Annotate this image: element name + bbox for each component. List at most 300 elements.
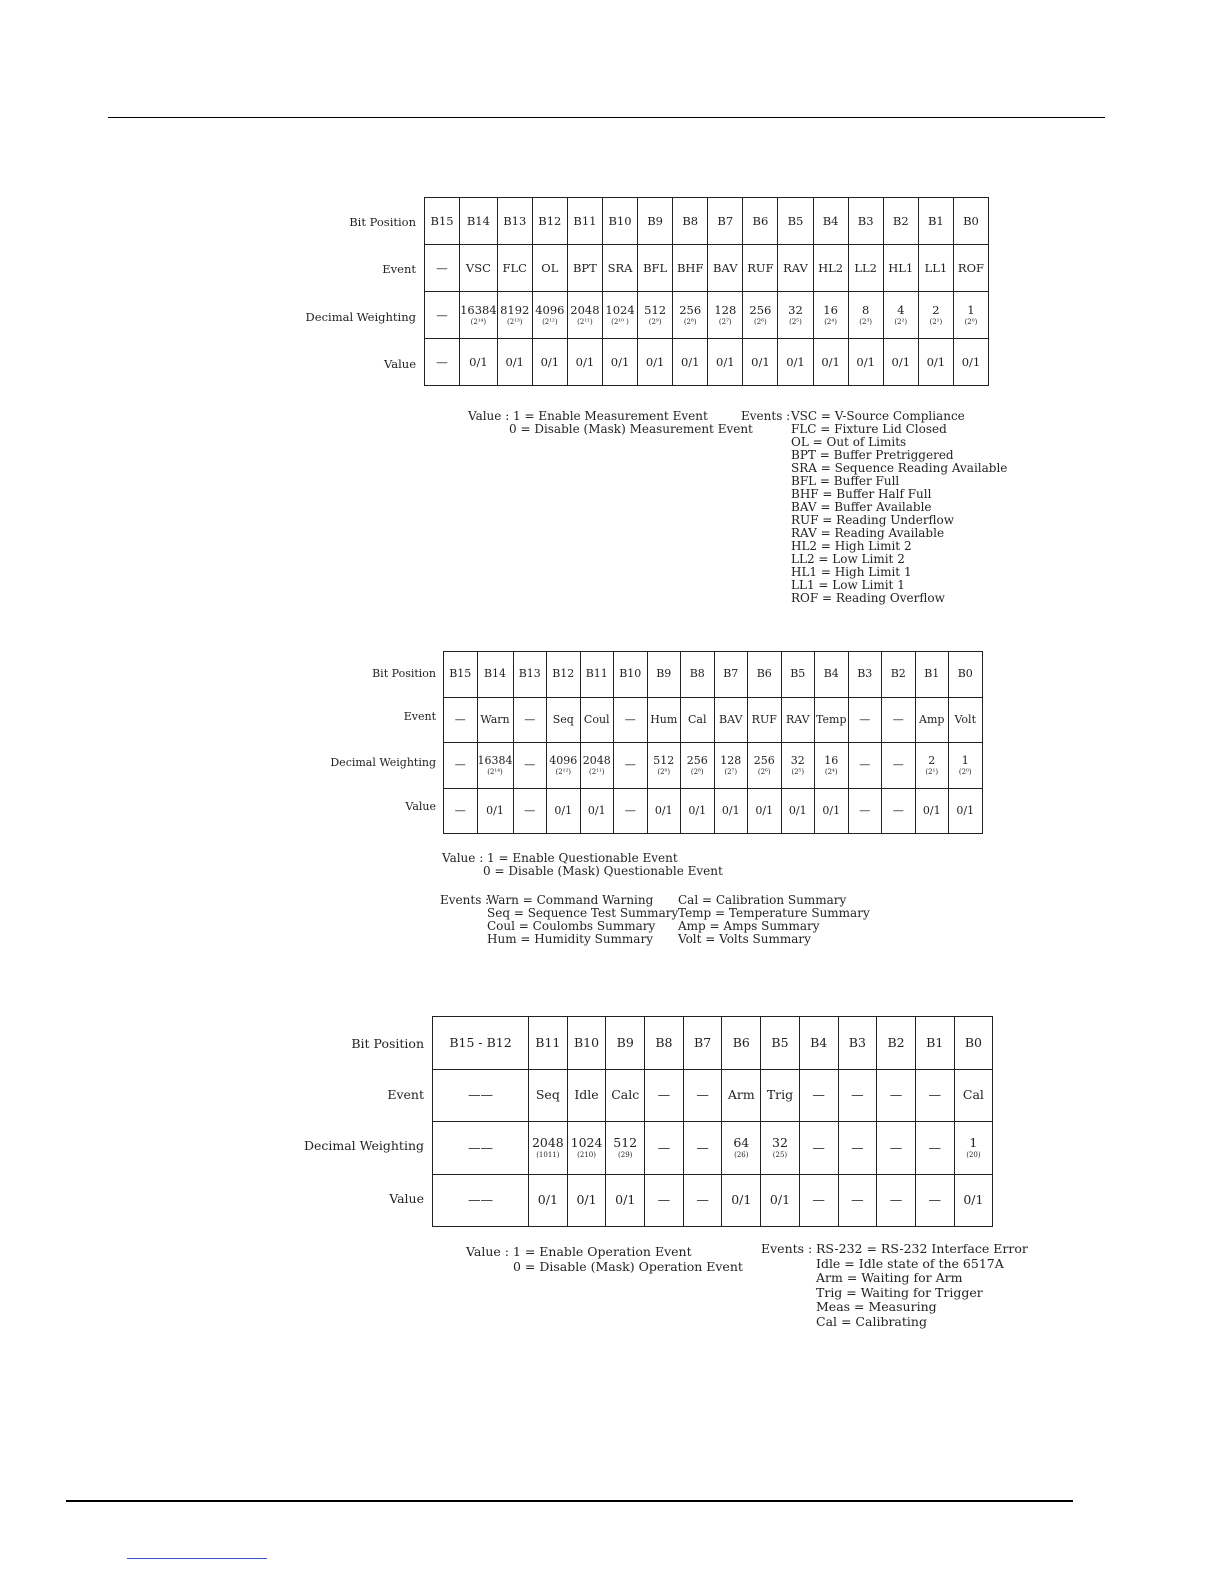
- reg3-value-cell: —: [915, 1174, 954, 1227]
- reg2-bit-cell: B15: [444, 652, 478, 698]
- reg3-bit-cell: B4: [799, 1017, 838, 1070]
- reg1-weight-cell: [813, 292, 848, 339]
- reg3-weight-exponent: (1011): [536, 1150, 560, 1159]
- reg1-bit-cell: B5: [778, 198, 813, 245]
- reg1-weight-exponent: (2¹⁰ ): [611, 317, 629, 326]
- reg3-weight-value: —: [696, 1139, 709, 1155]
- reg2-weight-value: 16384: [477, 753, 513, 767]
- reg1-value-cell: 0/1: [883, 339, 918, 386]
- reg1-value-cell: —: [425, 339, 460, 386]
- reg1-event-definition: RUF = Reading Underflow: [791, 513, 955, 527]
- reg1-event-cell: VSC: [460, 245, 498, 292]
- reg1-bit-cell: B14: [460, 198, 498, 245]
- reg2-value-cell: 0/1: [477, 788, 513, 834]
- reg1-event-cell: —: [425, 245, 460, 292]
- reg1-label-value: Value: [384, 357, 416, 371]
- reg2-weight-value: 512: [653, 753, 675, 767]
- reg2-value-cell: 0/1: [781, 788, 815, 834]
- reg3-weight-cell: [877, 1122, 916, 1175]
- reg2-label-decimal-weighting: Decimal Weighting: [330, 756, 436, 769]
- reg1-value-cell: 0/1: [602, 339, 637, 386]
- reg2-weight-exponent: (2¹¹): [588, 767, 605, 776]
- reg1-weight-value: 32: [788, 302, 803, 317]
- reg1-event-cell: HL2: [813, 245, 848, 292]
- reg2-weight-exponent: (2⁴): [824, 767, 838, 776]
- reg2-value-cell: 0/1: [915, 788, 949, 834]
- reg3-value-legend-line: Value : 1 = Enable Operation Event: [466, 1244, 692, 1259]
- reg2-bit-cell: B12: [547, 652, 581, 698]
- reg3-weight-cell: [683, 1122, 722, 1175]
- reg1-weight-value: 128: [714, 302, 737, 317]
- reg2-weight-exponent: (2⁰): [958, 767, 972, 776]
- reg2-weight-value: 128: [720, 753, 742, 767]
- reg2-weight-value: —: [454, 758, 466, 772]
- reg2-weight-cell: [513, 743, 547, 789]
- reg1-weight-cell: [778, 292, 813, 339]
- reg3-value-cell: 0/1: [567, 1174, 606, 1227]
- reg2-event-cell: BAV: [714, 697, 748, 743]
- reg2-bit-cell: B4: [815, 652, 849, 698]
- reg3-bit-cell: B15 - B12: [433, 1017, 529, 1070]
- reg2-weight-exponent: (2⁷): [724, 767, 738, 776]
- reg1-value-cell: 0/1: [460, 339, 498, 386]
- reg2-event-cell: Hum: [647, 697, 681, 743]
- reg1-weight-cell: [673, 292, 708, 339]
- reg3-weight-value: —: [851, 1139, 864, 1155]
- reg2-label-event: Event: [403, 710, 436, 723]
- reg1-event-cell: ROF: [953, 245, 988, 292]
- reg2-bit-cell: B8: [681, 652, 715, 698]
- reg1-event-definition: VSC = V-Source Compliance: [791, 409, 965, 423]
- reg3-label-event: Event: [387, 1087, 424, 1102]
- reg2-values-row: [444, 788, 983, 834]
- reg1-event-cell: FLC: [497, 245, 532, 292]
- reg3-event-cell: Seq: [529, 1069, 568, 1122]
- reg2-event-definition: Seq = Sequence Test Summary: [487, 906, 679, 920]
- reg3-bit-cell: B2: [877, 1017, 916, 1070]
- reg2-weight-value: 1: [961, 753, 969, 767]
- reg2-event-cell: Amp: [915, 697, 949, 743]
- reg3-event-cell: —: [915, 1069, 954, 1122]
- reg3-weight-value: —: [812, 1139, 825, 1155]
- reg2-weight-exponent: (2⁹): [657, 767, 671, 776]
- reg1-bit-cell: B8: [673, 198, 708, 245]
- reg1-bit-cell: B3: [848, 198, 883, 245]
- reg2-events-prefix: Events :: [440, 893, 490, 907]
- reg1-event-definition: RAV = Reading Available: [791, 526, 945, 540]
- reg2-value-legend: [442, 852, 723, 878]
- reg3-value-cell: —: [877, 1174, 916, 1227]
- reg3-bit-cell: B10: [567, 1017, 606, 1070]
- reg1-weight-value: 4096: [535, 302, 565, 317]
- reg2-weight-cell: [580, 743, 614, 789]
- reg1-value-legend-line: 0 = Disable (Mask) Measurement Event: [509, 422, 753, 436]
- reg3-event-definition: Meas = Measuring: [816, 1299, 937, 1314]
- reg1-event-definition: FLC = Fixture Lid Closed: [791, 422, 947, 436]
- reg1-weight-exponent: (2⁵): [789, 317, 802, 326]
- reg1-weight-exponent: (2⁰): [964, 317, 978, 326]
- reg3-weight-exponent: (25): [772, 1150, 788, 1159]
- reg2-weight-value: —: [859, 758, 871, 772]
- reg3-weight-exponent: (29): [618, 1150, 633, 1159]
- reg1-weight-exponent: (2⁷): [718, 317, 732, 326]
- reg2-bit-cell: B3: [848, 652, 882, 698]
- reg2-weight-exponent: (2⁸): [690, 767, 704, 776]
- reg2-weights-row: [444, 743, 983, 789]
- reg3-event-cell: Calc: [606, 1069, 645, 1122]
- reg1-weight-cell: [883, 292, 918, 339]
- reg3-event-cell: —: [683, 1069, 722, 1122]
- reg3-weight-value: 64: [733, 1135, 750, 1151]
- reg3-weight-cell: [915, 1122, 954, 1175]
- reg1-weight-cell: [532, 292, 567, 339]
- reg3-value-cell: ——: [433, 1174, 529, 1227]
- reg1-event-definition: LL2 = Low Limit 2: [791, 552, 905, 566]
- reg1-event-cell: BHF: [673, 245, 708, 292]
- reg3-weight-cell: [722, 1122, 761, 1175]
- reg2-weight-cell: [882, 743, 916, 789]
- reg1-weight-exponent: (2¹¹): [577, 317, 593, 326]
- reg1-weight-value: 256: [679, 302, 702, 317]
- reg2-event-cell: —: [444, 697, 478, 743]
- reg3-values-row: [433, 1174, 993, 1227]
- reg1-event-cell: RAV: [778, 245, 813, 292]
- reg3-weight-cell: [606, 1122, 645, 1175]
- reg1-bits-row: [425, 198, 989, 245]
- reg2-event-cell: Warn: [477, 697, 513, 743]
- reg2-value-cell: 0/1: [547, 788, 581, 834]
- reg1-weight-cell: [497, 292, 532, 339]
- reg1-event-cell: RUF: [743, 245, 778, 292]
- reg3-bit-cell: B11: [529, 1017, 568, 1070]
- reg3-weight-value: 32: [772, 1135, 788, 1151]
- reg2-weight-cell: [714, 743, 748, 789]
- reg3-label-value: Value: [389, 1191, 424, 1206]
- reg2-bits-row: [444, 652, 983, 698]
- reg2-weight-cell: [781, 743, 815, 789]
- reg2-events-row: [444, 697, 983, 743]
- reg1-event-definition: HL2 = High Limit 2: [791, 539, 912, 553]
- reg2-label-bit-position: Bit Position: [372, 667, 436, 680]
- reg1-weight-exponent: (2³): [859, 317, 873, 326]
- reg3-bit-cell: B6: [722, 1017, 761, 1070]
- reg2-bit-cell: B6: [748, 652, 782, 698]
- reg1-weight-value: 512: [644, 302, 667, 317]
- reg2-bit-cell: B5: [781, 652, 815, 698]
- reg1-weight-value: 4: [897, 302, 905, 317]
- reg2-weight-value: 32: [790, 753, 805, 767]
- reg1-bit-cell: B13: [497, 198, 532, 245]
- reg1-value-cell: 0/1: [567, 339, 602, 386]
- reg1-event-definition: SRA = Sequence Reading Available: [791, 461, 1008, 475]
- reg2-weight-exponent: (2⁵): [791, 767, 805, 776]
- reg2-weight-value: 16: [824, 753, 839, 767]
- reg2-value-cell: —: [444, 788, 478, 834]
- reg3-value-cell: —: [838, 1174, 877, 1227]
- reg2-event-definition: Warn = Command Warning: [487, 893, 654, 907]
- reg1-event-cell: BFL: [638, 245, 673, 292]
- reg2-weight-value: 2: [928, 753, 936, 767]
- reg1-bit-cell: B12: [532, 198, 567, 245]
- reg3-bit-cell: B7: [683, 1017, 722, 1070]
- reg2-event-definition: Amp = Amps Summary: [678, 919, 820, 933]
- reg2-weight-value: 4096: [549, 753, 578, 767]
- reg2-value-cell: 0/1: [647, 788, 681, 834]
- reg2-event-definition: Temp = Temperature Summary: [678, 906, 870, 920]
- reg3-weight-cell: [567, 1122, 606, 1175]
- reg1-bit-cell: B15: [425, 198, 460, 245]
- reg3-weight-cell: [838, 1122, 877, 1175]
- reg2-bit-cell: B14: [477, 652, 513, 698]
- reg1-event-definition: LL1 = Low Limit 1: [791, 578, 905, 592]
- reg3-bit-cell: B9: [606, 1017, 645, 1070]
- reg1-event-cell: HL1: [883, 245, 918, 292]
- reg3-event-definition: RS-232 = RS-232 Interface Error: [816, 1241, 1028, 1256]
- reg1-event-cell: SRA: [602, 245, 637, 292]
- reg3-weight-cell: [799, 1122, 838, 1175]
- reg3-weight-value: ——: [468, 1139, 493, 1155]
- reg1-weight-exponent: (2¹³): [506, 317, 523, 326]
- operation-event-register-table: [432, 1016, 993, 1227]
- reg3-weight-value: 2048: [531, 1135, 564, 1151]
- reg1-weight-value: 16: [823, 302, 838, 317]
- reg1-weight-exponent: (2⁹): [648, 317, 662, 326]
- reg1-event-definition: BPT = Buffer Pretriggered: [791, 448, 954, 462]
- reg1-weight-cell: [953, 292, 988, 339]
- reg2-event-definition: Coul = Coulombs Summary: [487, 919, 656, 933]
- reg3-bit-cell: B1: [915, 1017, 954, 1070]
- reg1-weight-exponent: (2¹²): [542, 317, 558, 326]
- reg1-event-definition: ROF = Reading Overflow: [791, 591, 945, 605]
- reg3-event-cell: Arm: [722, 1069, 761, 1122]
- reg1-weight-value: —: [436, 307, 448, 322]
- reg2-event-definition: Volt = Volts Summary: [678, 932, 811, 946]
- reg1-weight-cell: [708, 292, 743, 339]
- reg2-bit-cell: B2: [882, 652, 916, 698]
- reg1-value-cell: 0/1: [743, 339, 778, 386]
- reg1-event-cell: BPT: [567, 245, 602, 292]
- reg1-weight-value: 8192: [500, 302, 530, 317]
- reg3-event-definition: Arm = Waiting for Arm: [816, 1270, 963, 1285]
- reg3-weight-value: —: [928, 1139, 941, 1155]
- reg1-event-cell: LL2: [848, 245, 883, 292]
- reg3-value-cell: 0/1: [954, 1174, 993, 1227]
- reg1-weight-cell: [743, 292, 778, 339]
- reg3-weight-cell: [761, 1122, 800, 1175]
- reg1-event-definition: BFL = Buffer Full: [791, 474, 900, 488]
- reg1-weight-value: 1: [967, 302, 975, 317]
- reg2-events-legend-col2: [678, 894, 870, 946]
- reg2-value-cell: —: [848, 788, 882, 834]
- reg3-events-legend: [816, 1242, 1028, 1329]
- reg2-events-legend-col1: [487, 894, 678, 946]
- reg3-bit-cell: B0: [954, 1017, 993, 1070]
- reg1-value-cell: 0/1: [778, 339, 813, 386]
- reg2-weight-value: 2048: [582, 753, 611, 767]
- reg1-bit-cell: B1: [918, 198, 953, 245]
- reg1-value-cell: 0/1: [813, 339, 848, 386]
- reg2-event-cell: —: [848, 697, 882, 743]
- footer-rule: [66, 1500, 1073, 1502]
- reg2-value-legend-line: Value : 1 = Enable Questionable Event: [442, 851, 678, 865]
- reg1-events-row: [425, 245, 989, 292]
- reg1-event-cell: BAV: [708, 245, 743, 292]
- reg2-value-cell: 0/1: [714, 788, 748, 834]
- reg3-event-cell: —: [645, 1069, 684, 1122]
- reg1-weight-value: 16384: [460, 302, 497, 317]
- reg3-weight-value: 512: [613, 1135, 638, 1151]
- reg3-event-definition: Idle = Idle state of the 6517A: [816, 1255, 1004, 1271]
- reg1-weight-value: 2048: [570, 302, 600, 317]
- reg3-value-legend: [466, 1244, 743, 1274]
- reg2-weight-exponent: (2⁶): [757, 767, 771, 776]
- reg1-value-legend: [468, 410, 753, 436]
- reg1-weight-exponent: (2²): [894, 317, 908, 326]
- reg3-value-cell: 0/1: [761, 1174, 800, 1227]
- reg1-value-legend-line: Value : 1 = Enable Measurement Event: [468, 409, 708, 423]
- reg2-event-cell: Seq: [547, 697, 581, 743]
- reg2-bit-cell: B9: [647, 652, 681, 698]
- reg2-event-cell: Volt: [949, 697, 983, 743]
- reg1-weight-exponent: (2⁸): [683, 317, 697, 326]
- reg1-weight-cell: [848, 292, 883, 339]
- reg1-label-decimal-weighting: Decimal Weighting: [305, 310, 416, 324]
- reg2-value-cell: 0/1: [949, 788, 983, 834]
- reg3-event-cell: —: [838, 1069, 877, 1122]
- reg2-weight-value: 256: [753, 753, 775, 767]
- reg1-bit-cell: B7: [708, 198, 743, 245]
- reg2-weight-cell: [547, 743, 581, 789]
- reg2-event-cell: —: [882, 697, 916, 743]
- reg2-value-cell: 0/1: [580, 788, 614, 834]
- reg2-value-cell: —: [513, 788, 547, 834]
- reg1-weight-value: 1024: [605, 302, 635, 317]
- reg1-events-prefix: Events :: [741, 409, 791, 423]
- reg3-bit-cell: B3: [838, 1017, 877, 1070]
- reg2-weight-value: —: [624, 758, 636, 772]
- reg3-weight-cell: [433, 1122, 529, 1175]
- reg1-weight-cell: [460, 292, 498, 339]
- reg2-weight-cell: [848, 743, 882, 789]
- reg1-weight-value: 256: [749, 302, 772, 317]
- reg2-value-cell: —: [614, 788, 648, 834]
- reg3-event-definition: Trig = Waiting for Trigger: [816, 1284, 983, 1300]
- reg3-event-cell: ——: [433, 1069, 529, 1122]
- reg1-label-bit-position: Bit Position: [349, 215, 416, 229]
- reg1-value-cell: 0/1: [848, 339, 883, 386]
- reg3-weight-value: 1: [969, 1135, 978, 1151]
- reg1-bit-cell: B4: [813, 198, 848, 245]
- reg1-label-event: Event: [382, 262, 416, 276]
- reg2-value-legend-line: 0 = Disable (Mask) Questionable Event: [483, 864, 723, 878]
- reg1-weight-exponent: (2¹⁴): [470, 317, 487, 326]
- reg1-event-cell: OL: [532, 245, 567, 292]
- reg2-value-cell: 0/1: [681, 788, 715, 834]
- reg1-value-cell: 0/1: [918, 339, 953, 386]
- reg2-weight-cell: [915, 743, 949, 789]
- reg3-value-cell: 0/1: [722, 1174, 761, 1227]
- reg2-weight-exponent: (2¹²): [555, 767, 572, 776]
- reg1-weight-exponent: (2⁶): [754, 317, 767, 326]
- reg1-event-definition: HL1 = High Limit 1: [791, 565, 912, 579]
- reg2-weight-cell: [614, 743, 648, 789]
- reg3-weight-cell: [954, 1122, 993, 1175]
- reg3-bit-cell: B5: [761, 1017, 800, 1070]
- reg3-value-cell: 0/1: [606, 1174, 645, 1227]
- reg2-weight-value: —: [892, 758, 904, 772]
- reg3-events-row: [433, 1069, 993, 1122]
- reg1-bit-cell: B0: [953, 198, 988, 245]
- reg1-weights-row: [425, 292, 989, 339]
- reg3-weight-value: —: [657, 1139, 671, 1155]
- reg3-weight-value: 1024: [570, 1135, 603, 1151]
- reg2-weight-cell: [444, 743, 478, 789]
- reg3-weight-cell: [645, 1122, 684, 1175]
- reg1-weight-exponent: (2¹): [929, 317, 943, 326]
- reg2-label-value: Value: [405, 800, 436, 813]
- reg2-event-definition: Cal = Calibration Summary: [678, 893, 847, 907]
- footer-link-underline: [127, 1558, 267, 1559]
- reg3-value-cell: —: [645, 1174, 684, 1227]
- reg1-value-cell: 0/1: [673, 339, 708, 386]
- reg2-bit-cell: B7: [714, 652, 748, 698]
- reg2-event-cell: Temp: [815, 697, 849, 743]
- reg3-label-bit-position: Bit Position: [351, 1036, 424, 1051]
- reg2-bit-cell: B10: [614, 652, 648, 698]
- reg3-event-cell: Idle: [567, 1069, 606, 1122]
- reg1-weight-cell: [602, 292, 637, 339]
- reg1-weight-cell: [425, 292, 460, 339]
- reg2-bit-cell: B1: [915, 652, 949, 698]
- header-rule: [108, 117, 1105, 118]
- reg3-event-cell: Trig: [761, 1069, 800, 1122]
- reg3-event-cell: —: [877, 1069, 916, 1122]
- reg2-weight-cell: [681, 743, 715, 789]
- reg2-value-cell: 0/1: [815, 788, 849, 834]
- reg3-event-definition: Cal = Calibrating: [816, 1313, 927, 1329]
- reg3-bits-row: [433, 1017, 993, 1070]
- reg3-value-cell: —: [683, 1174, 722, 1227]
- reg1-values-row: [425, 339, 989, 386]
- reg2-event-cell: Cal: [681, 697, 715, 743]
- reg3-weight-exponent: (20): [966, 1150, 981, 1159]
- reg1-event-definition: OL = Out of Limits: [791, 435, 907, 449]
- reg1-value-cell: 0/1: [497, 339, 532, 386]
- reg2-weight-cell: [748, 743, 782, 789]
- reg1-events-legend: [791, 410, 1007, 605]
- reg2-event-cell: RUF: [748, 697, 782, 743]
- reg2-weight-exponent: (2¹): [925, 767, 939, 776]
- reg1-weight-cell: [638, 292, 673, 339]
- reg3-weight-cell: [529, 1122, 568, 1175]
- reg3-bit-cell: B8: [645, 1017, 684, 1070]
- reg2-weight-value: 256: [686, 753, 708, 767]
- reg1-bit-cell: B10: [602, 198, 637, 245]
- reg3-weight-value: —: [889, 1139, 903, 1155]
- reg2-weight-cell: [949, 743, 983, 789]
- reg1-value-cell: 0/1: [532, 339, 567, 386]
- reg2-weight-exponent: (2¹⁴): [487, 767, 503, 776]
- reg1-weight-exponent: (2⁴): [824, 317, 837, 326]
- reg3-weight-exponent: (26): [734, 1150, 749, 1159]
- reg2-event-cell: RAV: [781, 697, 815, 743]
- reg2-event-definition: Hum = Humidity Summary: [487, 932, 653, 946]
- reg2-bit-cell: B13: [513, 652, 547, 698]
- reg3-value-legend-line: 0 = Disable (Mask) Operation Event: [513, 1259, 743, 1274]
- reg3-event-cell: Cal: [954, 1069, 993, 1122]
- reg1-weight-cell: [567, 292, 602, 339]
- reg3-event-cell: —: [799, 1069, 838, 1122]
